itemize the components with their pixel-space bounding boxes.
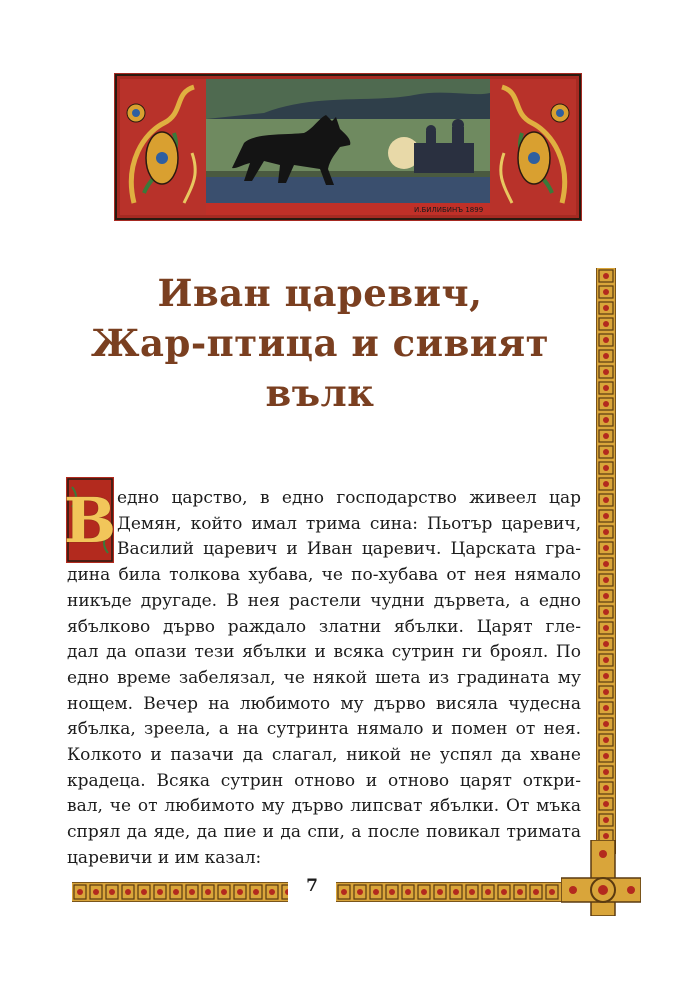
right-ornamental-border xyxy=(596,268,616,854)
text-line: Василий царевич и Иван царевич. Царската гра- xyxy=(117,539,581,560)
text-line: ябълка, зреела, а на сутринта нямало и помен от нея. xyxy=(67,719,581,740)
title-line-1: Иван царевич, xyxy=(157,271,483,315)
corner-ornament-icon xyxy=(561,840,641,916)
text-line: царевичи и им казал: xyxy=(67,847,262,868)
peacock-right-icon xyxy=(490,79,576,215)
text-line: едно царство, в едно господарство живеел цар xyxy=(117,488,581,508)
text-line: Колкото и пазачи да слагал, никой не успял да хване xyxy=(67,745,581,766)
peacock-left-icon xyxy=(120,79,206,215)
night-scene xyxy=(206,79,490,215)
bottom-ornament-left xyxy=(72,882,288,902)
story-body xyxy=(67,486,581,872)
text-line: едно време забелязал, че някой шета из градината му xyxy=(67,667,581,688)
dropcap-letter: В xyxy=(63,483,117,557)
artist-signature: И.БИЛИБИНЪ 1899 xyxy=(414,206,484,214)
bottom-ornament-right xyxy=(336,882,561,902)
text-line: дина била толкова хубава, че по-хубава от нея нямало xyxy=(67,565,581,586)
story-title xyxy=(60,268,580,418)
text-line: ябълково дърво раждало златни ябълки. Царят гле- xyxy=(67,616,581,637)
text-line: спрял да яде, да пие и да спи, а после повикал тримата xyxy=(67,822,581,843)
text-line: дал да опази тези ябълки и всяка сутрин ги броял. По xyxy=(67,642,581,663)
text-line: нощем. Вечер на любимото му дърво висяла чудесна xyxy=(67,693,581,714)
page-number: 7 xyxy=(306,876,318,896)
text-line: никъде другаде. В нея растели чудни дървета, а едно xyxy=(67,590,581,611)
text-line: Демян, който имал трима сина: Пьотър царевич, xyxy=(117,513,581,534)
header-illustration xyxy=(114,73,582,221)
text-line: крадеца. Всяка сутрин отново и отново царят откри- xyxy=(67,770,581,791)
text-line: вал, че от любимото му дърво липсват ябълки. От мъка xyxy=(67,796,581,817)
title-line-2: Жар-птица и сивият вълк xyxy=(90,321,550,415)
